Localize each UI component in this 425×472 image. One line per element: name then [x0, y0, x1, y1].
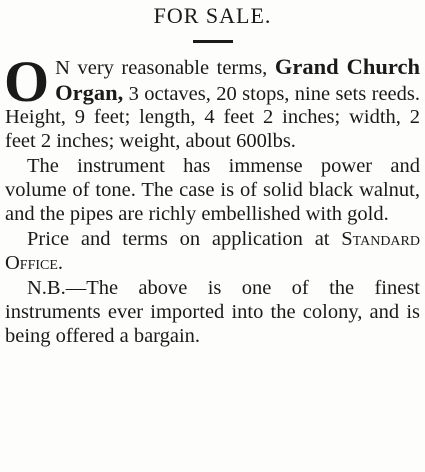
paragraph-nb: N.B.—The above is one of the finest instruments ever imported into the colony, and is being offered a bargain. [5, 277, 420, 347]
description-intro: N very reasonable terms, [55, 57, 275, 79]
paragraph-description [4, 49, 421, 153]
drop-cap: O [4, 49, 50, 114]
item-name: Grand Church Organ, [55, 54, 421, 105]
advert-heading: FOR SALE. [153, 3, 272, 28]
office-name: Standard Office. [5, 228, 420, 274]
price-text: Price and terms on application at [27, 228, 342, 251]
heading-rule [193, 40, 233, 43]
description-details: 3 octaves, 20 stops, nine sets reeds. Height, 9 feet; length, 4 feet 2 inches; width, 2 feet 2 inches; weight, about 600lbs. [5, 82, 420, 152]
paragraph-tone: The instrument has immense power and volume of tone. The case is of solid black walnut, and the pipes are richly embellished with gold. [5, 155, 420, 225]
paragraph-price [5, 228, 420, 275]
